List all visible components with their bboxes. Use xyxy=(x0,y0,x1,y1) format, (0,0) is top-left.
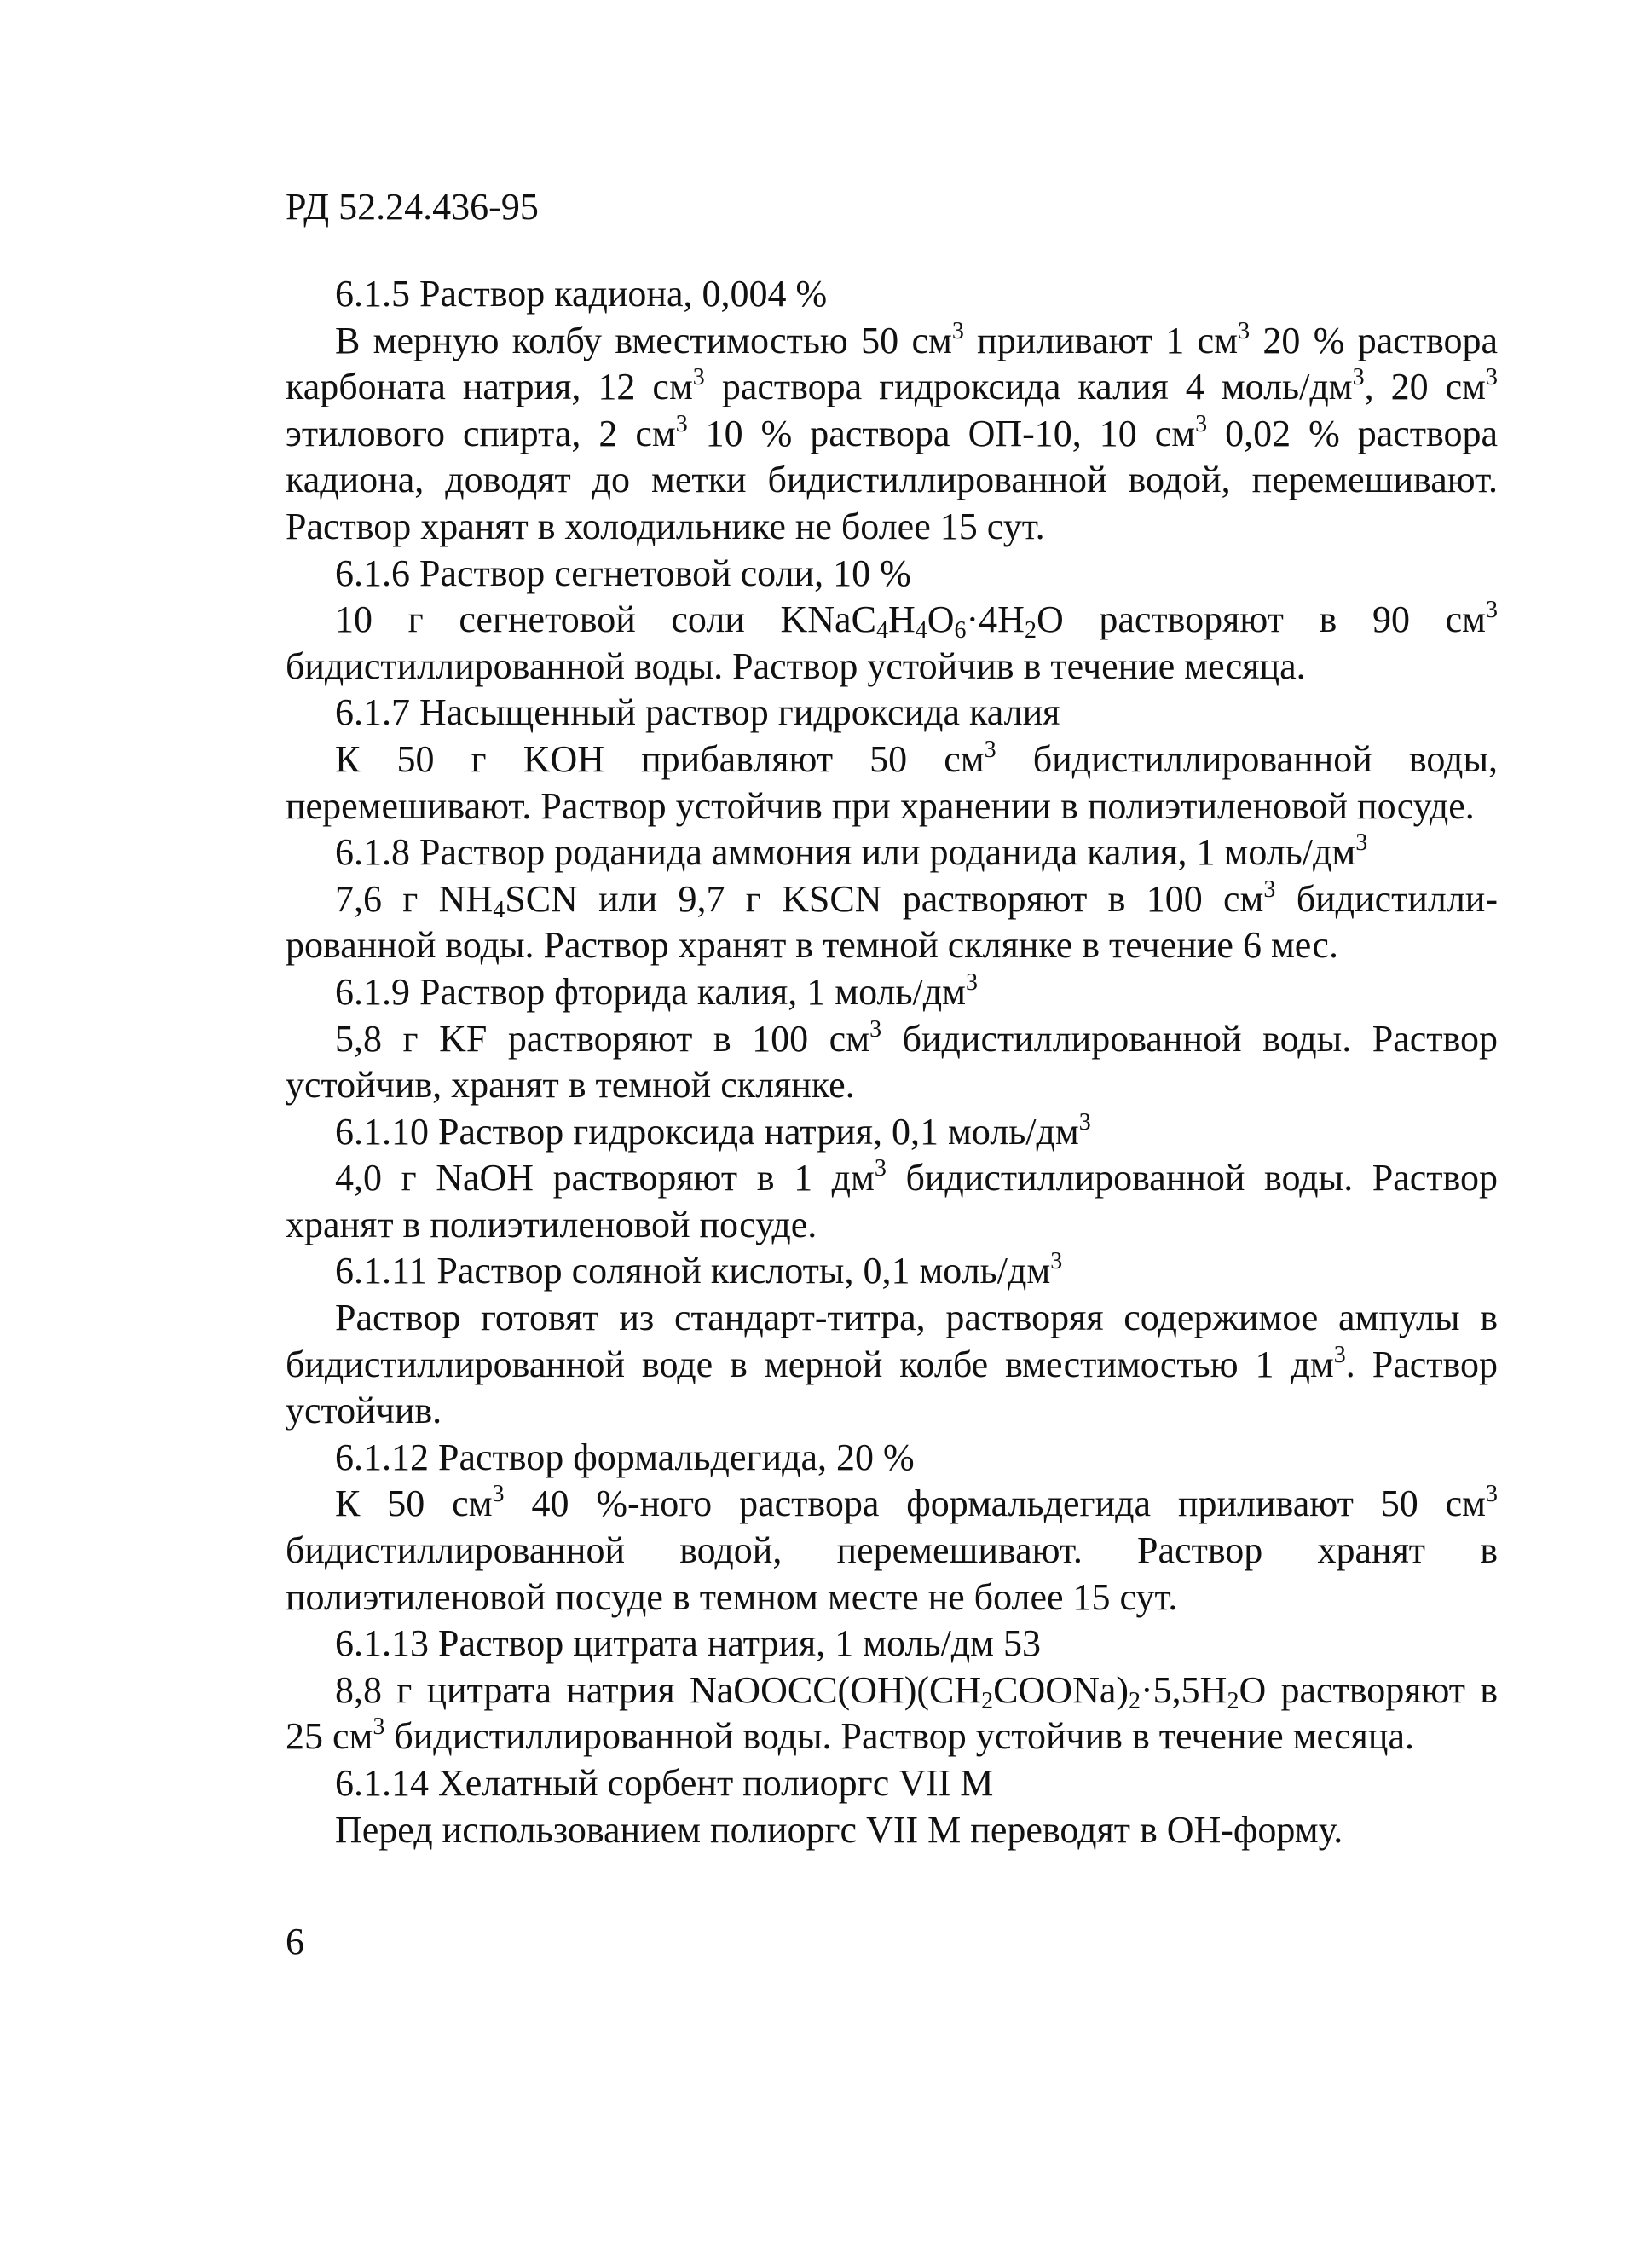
text-fragment: ·5,5H xyxy=(1141,1668,1227,1711)
section-text-6-1-14: Перед использованием полиоргс VII М переводят в ОН-форму. xyxy=(335,1808,1343,1851)
text-fragment: 0,02 % раствора кадиона, доводят до метки бидистиллированной водой, перемешивают. Раствор хранят в холодильнике не более 15 сут. xyxy=(286,412,1498,547)
text-fragment: этилового спирта, 2 см xyxy=(286,412,676,454)
section-heading-6-1-14: 6.1.14 Хелатный сорбент полиоргс VII М xyxy=(335,1762,994,1804)
text-fragment: COONa) xyxy=(993,1668,1129,1711)
section-heading-6-1-8 xyxy=(286,829,1498,876)
subscript: 6 xyxy=(954,617,967,644)
heading-text: 6.1.8 Раствор роданида аммония или роданида калия, 1 моль/дм xyxy=(335,831,1356,874)
superscript: 3 xyxy=(1333,1341,1346,1368)
superscript: 3 xyxy=(984,736,996,763)
text-fragment: , 20 см xyxy=(1364,366,1486,408)
document-code: РД 52.24.436-95 xyxy=(286,186,539,228)
text-fragment: бидистиллированной воды. Раствор хранят в темной склянке в течение 6 мес. xyxy=(286,877,1498,967)
section-text-6-1-6 xyxy=(286,597,1498,690)
text-fragment: 10 % раствора ОП-10, 10 см xyxy=(687,412,1196,454)
text-fragment: O растворяют в 90 см xyxy=(1036,598,1486,641)
heading-text: 6.1.11 Раствор соляной кислоты, 0,1 моль/дм xyxy=(335,1250,1051,1292)
section-heading-6-1-13: 6.1.13 Раствор цитрата натрия, 1 моль/дм 53 xyxy=(335,1622,1042,1665)
text-fragment: бидистиллированной воды, перемешивают. Раствор устойчив при хранении в полиэтиленовой посуде. xyxy=(286,737,1499,827)
text-fragment: К 50 см xyxy=(335,1482,493,1525)
text-fragment: В мерную колбу вместимостью 50 см xyxy=(335,319,952,361)
subscript: 4 xyxy=(915,617,927,644)
text-fragment: H xyxy=(887,598,916,641)
text-fragment: ·4H xyxy=(966,598,1025,641)
text-fragment: 20 % раствора карбоната натрия, 12 см xyxy=(286,319,1498,408)
section-heading-6-1-9 xyxy=(286,969,1498,1016)
text-fragment: SCN или 9,7 г KSCN растворяют в 100 см xyxy=(505,877,1264,920)
page-number: 6 xyxy=(286,1921,304,1962)
superscript: 3 xyxy=(1078,1108,1091,1136)
section-text-6-1-5 xyxy=(286,318,1498,551)
section-text-6-1-9 xyxy=(286,1016,1498,1109)
subscript: 2 xyxy=(1227,1687,1239,1714)
superscript: 3 xyxy=(1352,364,1365,391)
superscript: 3 xyxy=(1486,364,1498,391)
superscript: 3 xyxy=(965,968,978,996)
superscript: 3 xyxy=(675,410,688,437)
text-fragment: бидистиллированной воды. Раствор хранят в полиэтиленовой посуде. xyxy=(286,1157,1499,1245)
section-text-6-1-13 xyxy=(286,1667,1498,1760)
section-heading-6-1-7: 6.1.7 Насыщенный раствор гидроксида калия xyxy=(335,691,1060,734)
heading-text: 6.1.9 Раствор фторида калия, 1 моль/дм xyxy=(335,970,966,1013)
subscript: 2 xyxy=(1129,1687,1141,1714)
superscript: 3 xyxy=(869,1015,882,1043)
section-heading-6-1-10 xyxy=(286,1109,1498,1156)
text-fragment: . Раствор устойчив. xyxy=(286,1343,1498,1432)
section-heading-6-1-12: 6.1.12 Раствор формальдегида, 20 % xyxy=(335,1436,915,1478)
section-text-6-1-11 xyxy=(286,1295,1498,1435)
text-fragment: бидистиллированной воды. Раствор устойчив в течение месяца. xyxy=(384,1715,1414,1758)
text-fragment: К 50 г KOH прибавляют 50 см xyxy=(335,737,985,780)
superscript: 3 xyxy=(373,1713,385,1741)
text-fragment: приливают 1 см xyxy=(963,319,1239,361)
superscript: 3 xyxy=(1486,1481,1498,1508)
text-fragment: раствора гидроксида калия 4 моль/дм xyxy=(704,366,1353,408)
text-fragment: Раствор готовят из стандарт-титра, растворяя содержимое ампулы в бидистиллированной воде в мерной колбе вместимостью 1 дм xyxy=(286,1297,1498,1385)
superscript: 3 xyxy=(951,317,964,344)
section-text-6-1-8 xyxy=(286,876,1498,969)
text-fragment: 5,8 г KF растворяют в 100 см xyxy=(335,1017,870,1060)
subscript: 4 xyxy=(493,896,505,923)
superscript: 3 xyxy=(1263,876,1276,903)
text-fragment: бидистиллированной воды. Раствор устойчив, хранят в темной склянке. xyxy=(286,1017,1498,1107)
superscript: 3 xyxy=(1486,597,1498,624)
text-fragment: 40 %-ного раствора формальдегида приливают 50 см xyxy=(504,1482,1486,1525)
superscript: 3 xyxy=(1238,317,1251,344)
section-heading-6-1-11 xyxy=(286,1248,1498,1295)
section-text-6-1-7 xyxy=(286,737,1498,829)
heading-text: 6.1.10 Раствор гидроксида натрия, 0,1 моль/дм xyxy=(335,1110,1079,1153)
text-fragment: O растворяют в 25 см xyxy=(286,1668,1498,1758)
subscript: 4 xyxy=(875,617,888,644)
section-text-6-1-12 xyxy=(286,1481,1498,1621)
text-fragment: бидистиллированной воды. Раствор устойчив в течение месяца. xyxy=(286,644,1306,687)
superscript: 3 xyxy=(1195,410,1208,437)
text-fragment: 7,6 г NH xyxy=(335,877,494,920)
superscript: 3 xyxy=(1050,1248,1063,1275)
subscript: 2 xyxy=(981,1687,994,1714)
text-fragment: бидистиллированной водой, перемешивают. Раствор хранят в полиэтиленовой посуде в темном месте не более 15 сут. xyxy=(286,1529,1498,1618)
section-text-6-1-10 xyxy=(286,1155,1498,1248)
document-body xyxy=(286,271,1498,1853)
text-fragment: 4,0 г NaOH растворяют в 1 дм xyxy=(335,1157,875,1199)
superscript: 3 xyxy=(492,1481,505,1508)
text-fragment: 10 г сегнетовой соли KNaC xyxy=(335,598,876,641)
text-fragment: O xyxy=(927,598,955,641)
text-fragment: 8,8 г цитрата натрия NaOOCC(OH)(CH xyxy=(335,1668,982,1711)
superscript: 3 xyxy=(1355,829,1368,857)
superscript: 3 xyxy=(874,1155,887,1182)
section-heading-6-1-6: 6.1.6 Раствор сегнетовой соли, 10 % xyxy=(335,552,911,594)
subscript: 2 xyxy=(1024,617,1037,644)
section-heading-6-1-5: 6.1.5 Раствор кадиона, 0,004 % xyxy=(335,273,828,315)
superscript: 3 xyxy=(692,364,705,391)
